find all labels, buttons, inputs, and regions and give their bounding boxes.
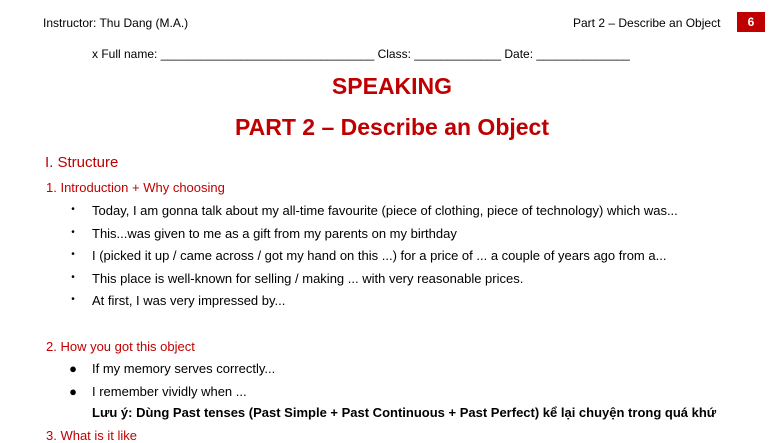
list-item: Today, I am gonna talk about my all-time favourite (piece of clothing, piece of technology) which was... bbox=[92, 203, 678, 218]
bullet-marker: • bbox=[71, 227, 75, 238]
page-subtitle: PART 2 – Describe an Object bbox=[234, 114, 549, 140]
bullet-marker: • bbox=[71, 204, 75, 215]
list-item: At first, I was very impressed by... bbox=[92, 293, 286, 308]
bullet-marker: ● bbox=[69, 361, 77, 376]
list-item: I (picked it up / came across / got my hand on this ...) for a price of ... a couple of years ago from a... bbox=[92, 248, 667, 263]
page-title: SPEAKING bbox=[331, 73, 453, 99]
tense-note: Lưu ý: Dùng Past tenses (Past Simple + Past Continuous + Past Perfect) kể lại chuyện trong quá khứ bbox=[92, 405, 717, 420]
heading-how-got-object: 2. How you got this object bbox=[46, 339, 195, 354]
student-info-line: x Full name: ________________________________ Class: _____________ Date: ______________ bbox=[92, 47, 630, 61]
list-item: This...was given to me as a gift from my parents on my birthday bbox=[92, 226, 457, 241]
heading-what-is-it-like: 3. What is it like bbox=[46, 428, 138, 443]
list-item: I remember vividly when ... bbox=[92, 384, 247, 399]
header-part-title: Part 2 – Describe an Object bbox=[573, 16, 721, 30]
page-number-badge: 6 bbox=[737, 12, 765, 32]
list-item: This place is well-known for selling / making ... with very reasonable prices. bbox=[92, 271, 524, 286]
header-instructor: Instructor: Thu Dang (M.A.) bbox=[43, 16, 189, 30]
bullet-marker: • bbox=[71, 249, 75, 260]
section-title-structure: I. Structure bbox=[45, 154, 119, 171]
bullet-marker: • bbox=[71, 272, 75, 283]
heading-introduction: 1. Introduction + Why choosing bbox=[46, 180, 225, 195]
bullet-marker: • bbox=[71, 294, 75, 305]
list-item: If my memory serves correctly... bbox=[92, 361, 276, 376]
bullet-marker: ● bbox=[69, 384, 77, 399]
